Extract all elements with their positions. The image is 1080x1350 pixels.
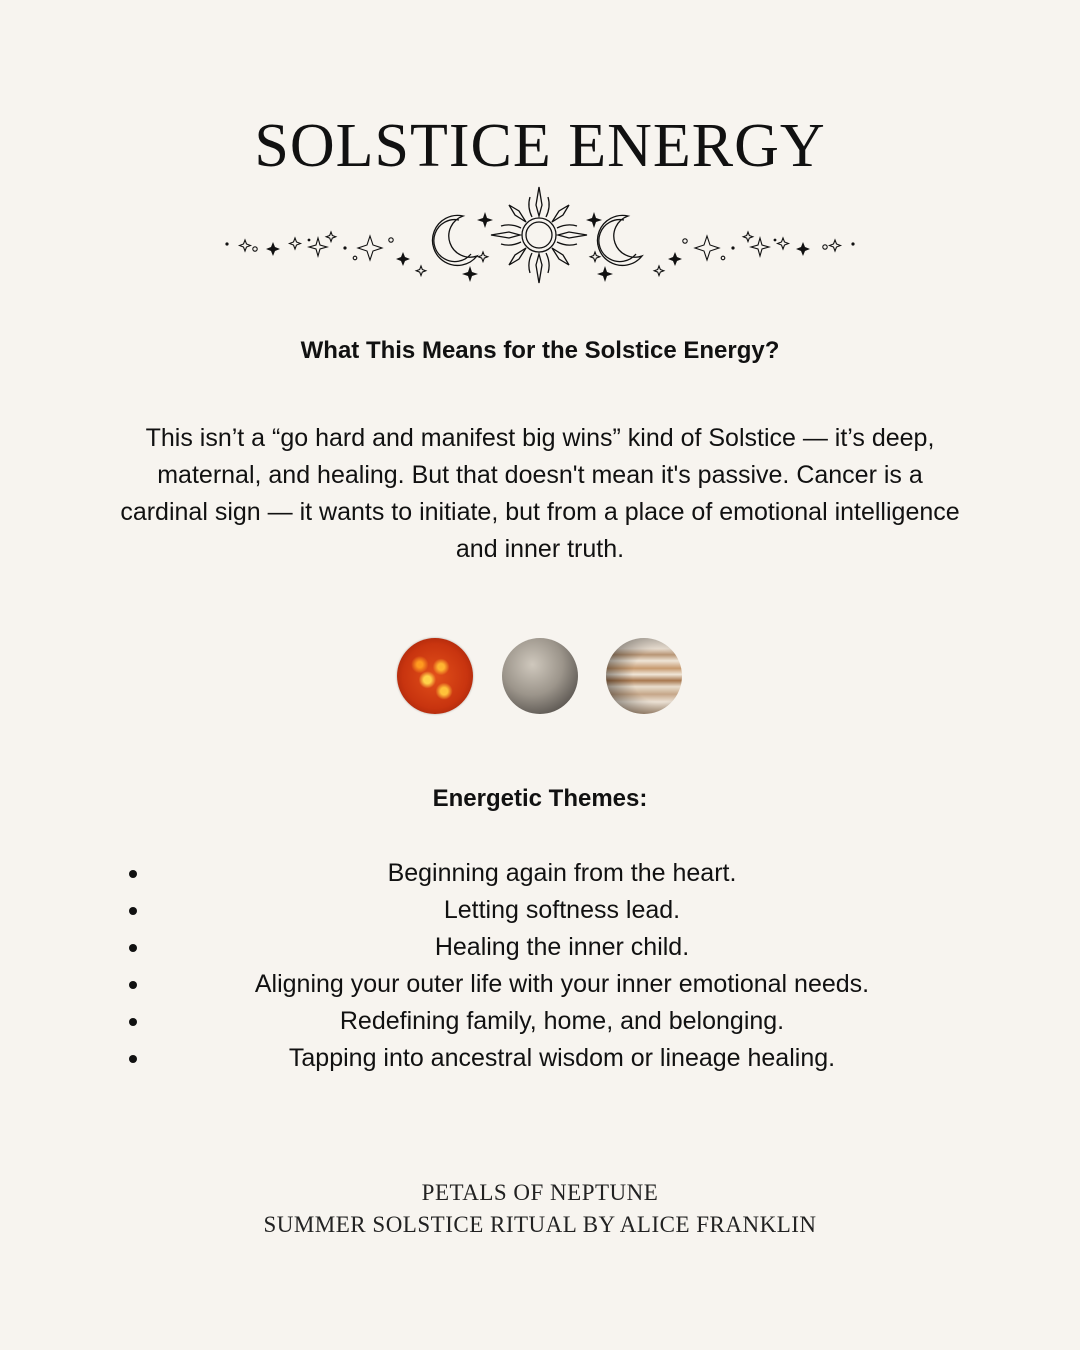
solstice-description-paragraph: This isn’t a “go hard and manifest big wins” kind of Solstice — it’s deep, maternal, and healing. But that doesn't mean it's passive. Cancer is a cardinal sign — it wants to initiate, but from a place of emotional intelligence and inner truth.: [120, 424, 960, 563]
list-item: Letting softness lead.: [110, 892, 1014, 929]
list-item: Beginning again from the heart.: [110, 855, 1014, 892]
bullet-icon: [129, 944, 137, 952]
bullet-icon: [129, 1018, 137, 1026]
jupiter-planet-icon: [606, 638, 682, 714]
list-item: Tapping into ancestral wisdom or lineage healing.: [110, 1040, 1014, 1077]
page-title: SOLSTICE ENERGY: [254, 112, 826, 180]
sun-planet-icon: [397, 638, 473, 714]
list-item: Healing the inner child.: [110, 929, 1014, 966]
list-item: Redefining family, home, and belonging.: [110, 1003, 1014, 1040]
crescent-moon-icon: [597, 215, 642, 265]
mercury-planet-icon: [502, 638, 578, 714]
bullet-icon: [129, 1055, 137, 1063]
section-heading-solstice-meaning: What This Means for the Solstice Energy?: [300, 337, 780, 364]
crescent-moon-icon: [432, 215, 477, 265]
planets-row: [0, 638, 1080, 716]
footer-brand: PETALS OF NEPTUNE: [421, 1180, 659, 1205]
energetic-themes-list: [110, 855, 1014, 1077]
celestial-divider-ornament: [215, 180, 865, 290]
footer-credit: SUMMER SOLSTICE RITUAL BY ALICE FRANKLIN: [263, 1212, 817, 1237]
bullet-icon: [129, 981, 137, 989]
bullet-icon: [129, 907, 137, 915]
section-heading-energetic-themes: Energetic Themes:: [432, 785, 648, 812]
list-item: Aligning your outer life with your inner emotional needs.: [110, 966, 1014, 1003]
sun-icon: [491, 187, 587, 283]
sparkle-icon: [240, 232, 841, 276]
bullet-icon: [129, 870, 137, 878]
